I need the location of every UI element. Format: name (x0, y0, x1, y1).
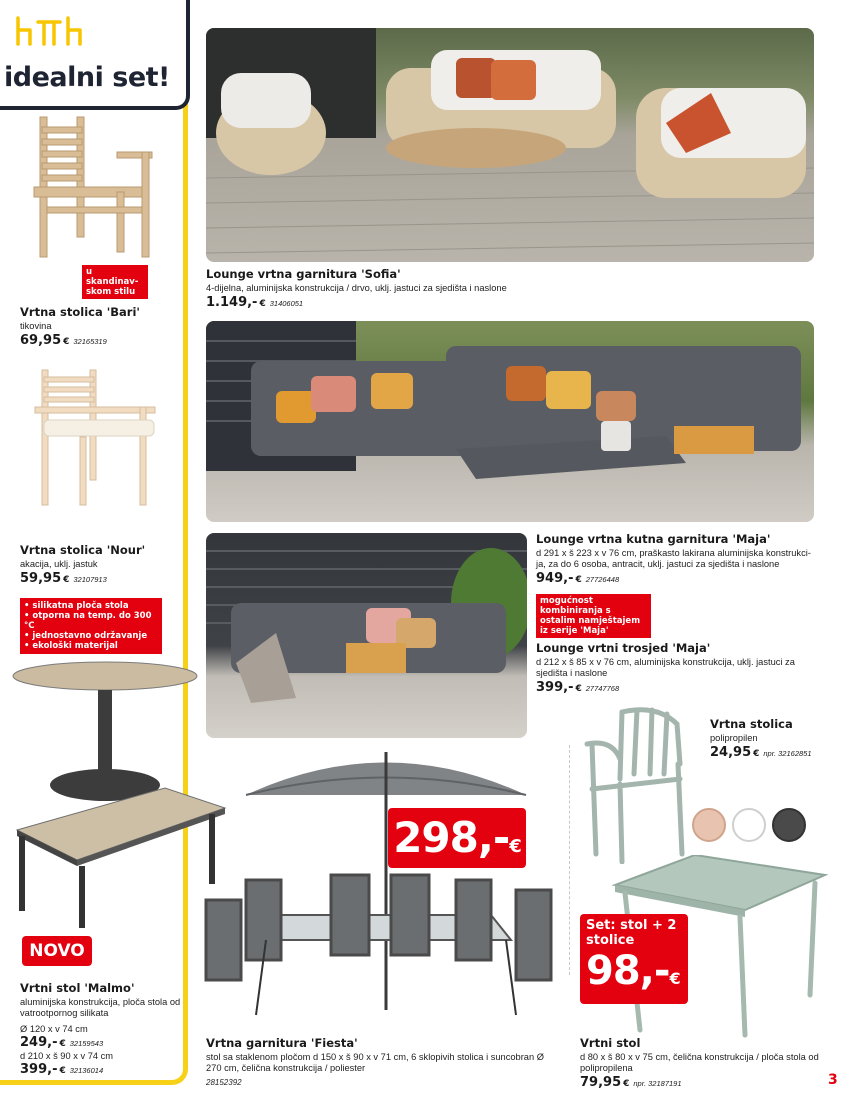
maja-corner-price: 949,- € 27726448 (536, 571, 620, 586)
sofia-lounge-photo (206, 28, 814, 262)
nour-title: Vrtna stolica 'Nour' (20, 543, 146, 557)
feature-item: • silikatna ploča stola (24, 601, 129, 611)
fiesta-set-image (186, 740, 571, 1030)
maja-corner-title: Lounge vrtna kutna garnitura 'Maja' (536, 532, 771, 546)
malmo-title: Vrtni stol 'Malmo' (20, 981, 135, 995)
malmo-size-round: Ø 120 x v 74 cm (20, 1024, 88, 1034)
swatch-anthracite[interactable] (772, 808, 806, 842)
maja-sofa-desc: d 212 x š 85 x v 76 cm, aluminijska konstrukcija, uklj. jastuci za sjedišta i naslone (536, 657, 795, 678)
table-price: 79,95 € npr. 32187191 (580, 1075, 682, 1090)
brand-logo (14, 14, 84, 55)
swatch-white[interactable] (732, 808, 766, 842)
bari-desc: tikovina (20, 321, 52, 331)
feature-item: • ekološki materijal (24, 641, 118, 651)
malmo-features-list (20, 598, 162, 654)
maja-sofa-title: Lounge vrtni trosjed 'Maja' (536, 641, 711, 655)
malmo-price-round: 249,- € 32159543 (20, 1035, 104, 1050)
nour-price: 59,95 € 32107913 (20, 571, 107, 586)
maja-corner-desc: d 291 x š 223 x v 76 cm, praškasto lakirana aluminijska konstrukci-ja, za do 6 osoba, antracit, uklj. jastuci za sjedišta i naslone (536, 548, 811, 569)
malmo-desc: aluminijska konstrukcija, ploča stola od vatrootpornog silikata (20, 997, 181, 1018)
sofia-desc: 4-dijelna, aluminijska konstrukcija / drvo, uklj. jastuci za sjedišta i naslone (206, 283, 507, 293)
page-number: 3 (828, 1072, 838, 1088)
table-title: Vrtni stol (580, 1036, 641, 1050)
sofia-title: Lounge vrtna garnitura 'Sofia' (206, 267, 401, 281)
chair-desc: polipropilen (710, 733, 758, 743)
bari-title: Vrtna stolica 'Bari' (20, 305, 140, 319)
table-set-badge (580, 914, 688, 1004)
maja-combination-tag: mogućnost kombiniranja s ostalim namještajem iz serije 'Maja' (536, 594, 651, 638)
fiesta-article: 28152392 (206, 1078, 242, 1087)
table-set-price: 98,-€ (586, 948, 680, 994)
malmo-new-badge: NOVO (22, 936, 92, 966)
malmo-size-rect: d 210 x š 90 x v 74 cm (20, 1051, 114, 1061)
table-set-label: Set: stol + 2 stolice (586, 918, 677, 948)
color-swatches (692, 808, 806, 842)
maja-sofa-photo (206, 533, 527, 738)
sofia-price: 1.149,- € 31406051 (206, 295, 304, 310)
feature-item: • otporna na temp. do 300 °C (24, 611, 152, 631)
table-chair-logo-icon (14, 14, 84, 48)
swatch-rose[interactable] (692, 808, 726, 842)
malmo-price-rect: 399,- € 32136014 (20, 1062, 104, 1077)
fiesta-desc: stol sa staklenom pločom d 150 x š 90 x v 71 cm, 6 sklopivih stolica i suncobran Ø 270 cm, čelična konstrukcija / poliester (206, 1052, 544, 1073)
nour-chair-image (30, 365, 170, 510)
bari-style-tag: u skandinav-skom stilu (82, 265, 148, 299)
maja-sofa-price: 399,- € 27747768 (536, 680, 620, 695)
table-desc: d 80 x š 80 x v 75 cm, čelična konstrukcija / ploča stola od polipropilena (580, 1052, 819, 1073)
bari-price: 69,95 € 32165319 (20, 333, 107, 348)
feature-item: • jednostavno održavanje (24, 631, 148, 641)
chair-title: Vrtna stolica (710, 717, 793, 731)
fiesta-title: Vrtna garnitura 'Fiesta' (206, 1036, 358, 1050)
maja-corner-photo (206, 321, 814, 522)
fiesta-big-price: 298,-€ (388, 808, 526, 868)
chair-price: 24,95 € npr. 32162851 (710, 745, 812, 760)
bari-chair-image (22, 112, 172, 262)
banner-title: idealni set! (4, 62, 170, 93)
nour-desc: akacija, uklj. jastuk (20, 559, 98, 569)
plastic-chair-image (582, 704, 692, 864)
